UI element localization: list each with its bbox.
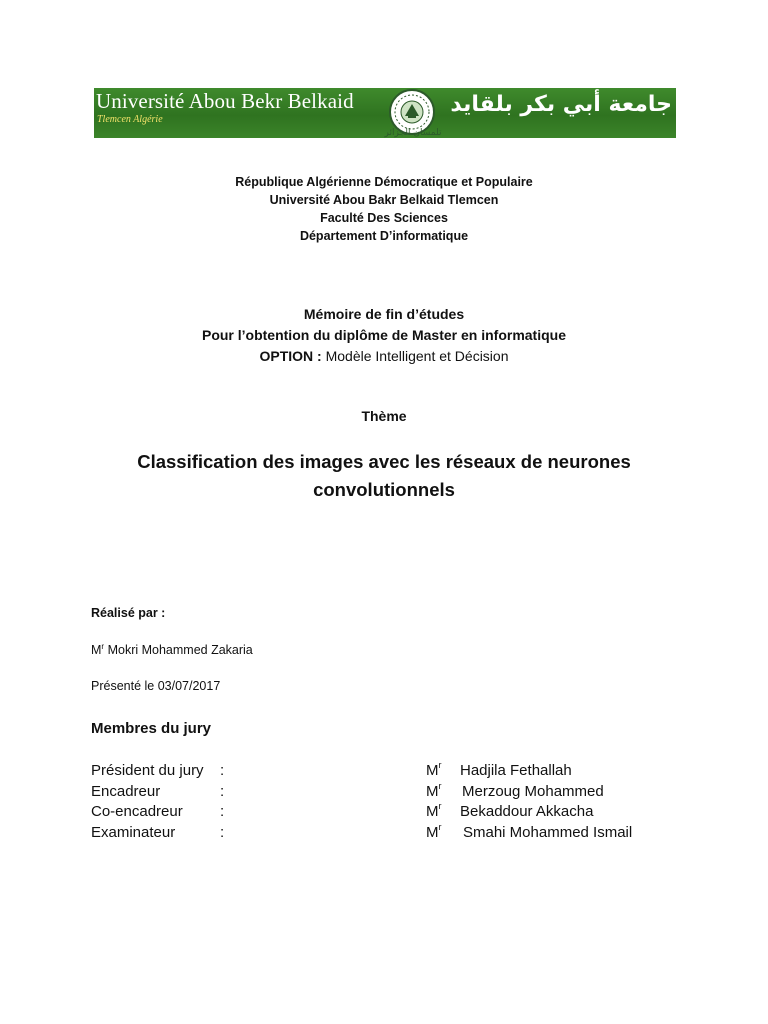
jury-title: $M^r$ — [426, 801, 442, 820]
thesis-title-line1: Classification des images avec les réseaux de neurones — [137, 451, 631, 472]
jury-title: $M^r$ — [426, 760, 442, 779]
jury-role: Co-encadreur — [91, 803, 183, 820]
department-line: Département D’informatique — [299, 229, 469, 243]
faculty-line: Faculté Des Sciences — [320, 211, 448, 225]
jury-row — [91, 762, 691, 782]
university-line: Université Abou Bakr Belkaid Tlemcen — [269, 193, 499, 207]
option-label: OPTION : — [259, 348, 322, 364]
jury-colon: : — [220, 783, 225, 800]
thesis-title-line2: convolutionnels — [313, 479, 455, 500]
memoire-line: Mémoire de fin d’études — [303, 306, 465, 322]
jury-name: Smahi Mohammed Ismail — [463, 824, 633, 841]
author-prefix: M — [91, 643, 102, 658]
university-name-fr: Université Abou Bekr Belkaid — [96, 89, 354, 113]
jury-title: $M^r$ — [426, 781, 442, 800]
jury-row — [91, 824, 691, 844]
jury-row — [91, 803, 691, 823]
jury-name: Bekaddour Akkacha — [460, 803, 594, 820]
city-name-ar: تلمسان الجزائر — [384, 128, 442, 138]
author-name: Mokri Mohammed Zakaria — [107, 643, 253, 658]
jury-title: $M^r$ — [426, 822, 442, 841]
republic-line: République Algérienne Démocratique et Populaire — [235, 175, 533, 189]
author-label: Réalisé par : — [91, 606, 166, 620]
author-line — [91, 642, 253, 657]
option-value: Modèle Intelligent et Décision — [325, 348, 509, 364]
university-name-ar: جامعة أبي بكر بلقايد — [450, 92, 672, 117]
presentation-date: Présenté le 03/07/2017 — [91, 679, 221, 693]
jury-row — [91, 783, 691, 803]
jury-name: Merzoug Mohammed — [462, 783, 604, 800]
jury-role: Examinateur — [91, 824, 176, 841]
jury-role: Encadreur — [91, 783, 161, 800]
jury-colon: : — [220, 803, 225, 820]
diploma-line: Pour l’obtention du diplôme de Master en informatique — [201, 327, 566, 343]
jury-colon: : — [220, 824, 225, 841]
university-location: Tlemcen Algérie — [97, 114, 163, 125]
jury-role: Président du jury — [91, 762, 204, 779]
option-line — [0, 346, 768, 367]
theme-label: Thème — [361, 408, 407, 424]
jury-heading: Membres du jury — [91, 720, 212, 737]
author-prefix-sup: r — [101, 642, 105, 651]
jury-colon: : — [220, 762, 225, 779]
jury-name: Hadjila Fethallah — [460, 762, 572, 779]
